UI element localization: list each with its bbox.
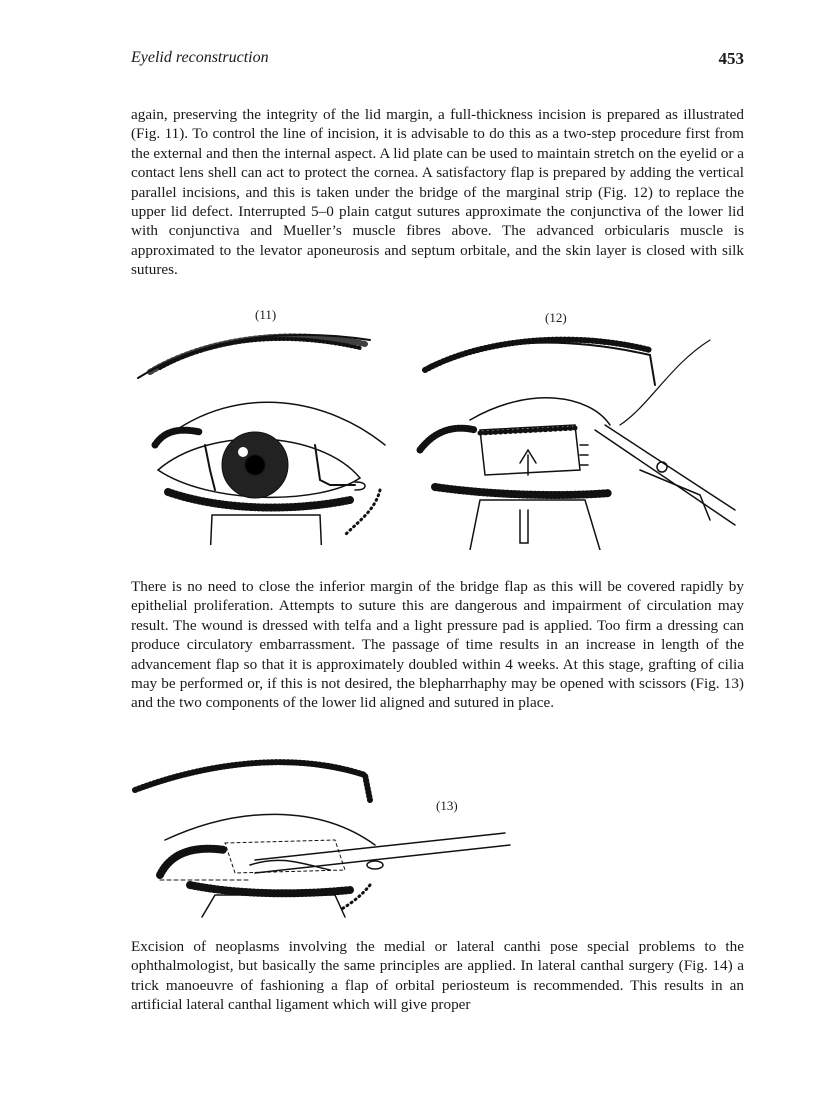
paragraph-1: again, preserving the integrity of the lid margin, a full-thickness incision is prepared as illustrated (Fig. 11). To control the line of incision, it is advisable to do this as a two-step procedure first from the external and then the internal aspect. A lid plate can be used to maintain stretch on the eyelid or a contact lens shell can act to protect the cornea. A satisfactory flap is prepared by adding the vertical parallel incisions, and this is taken under the bridge of the marginal strip (Fig. 12) to replace the upper lid defect. Interrupted 5–0 plain catgut sutures approximate the conjunctiva of the lower lid with conjunctiva and Mueller’s muscle fibres above. The advanced orbicularis muscle is approximated to the levator aponeurosis and septum orbitale, and the skin layer is closed with silk sutures. (131, 106, 744, 279)
running-title: Eyelid reconstruction (131, 49, 269, 66)
figure-12-label: (12) (545, 310, 567, 325)
page-number: 453 (718, 49, 744, 68)
paragraph-2: There is no need to close the inferior margin of the bridge flap as this will be covered rapidly by epithelial proliferation. Attempts to suture this are dangerous and impairment of circulation may result. The wound is dressed with telfa and a light pressure pad is applied. Too firm a dressing can produce circulatory embarrassment. The passage of time results in an increase in length of the advancement flap so that it is approximately doubled within 4 weeks. At this stage, grafting of cilia may be performed or, if this is not desired, the blepharrhaphy may be opened with scissors (Fig. 13) and the two components of the lower lid aligned and sutured in place. (131, 578, 744, 712)
figure-11-illustration (130, 320, 410, 545)
figure-13-illustration (130, 745, 530, 930)
figure-12-illustration (410, 325, 740, 550)
figure-13-label: (13) (436, 798, 458, 813)
figure-11-label: (11) (255, 307, 277, 322)
paragraph-3: Excision of neoplasms involving the medial or lateral canthi pose special problems to the ophthalmologist, but basically the same principles are applied. In lateral canthal surgery (Fig. 14) a trick manoeuvre of fashioning a flap of orbital periosteum is recommended. This results in an artificial lateral canthal ligament which will give proper (131, 938, 744, 1014)
